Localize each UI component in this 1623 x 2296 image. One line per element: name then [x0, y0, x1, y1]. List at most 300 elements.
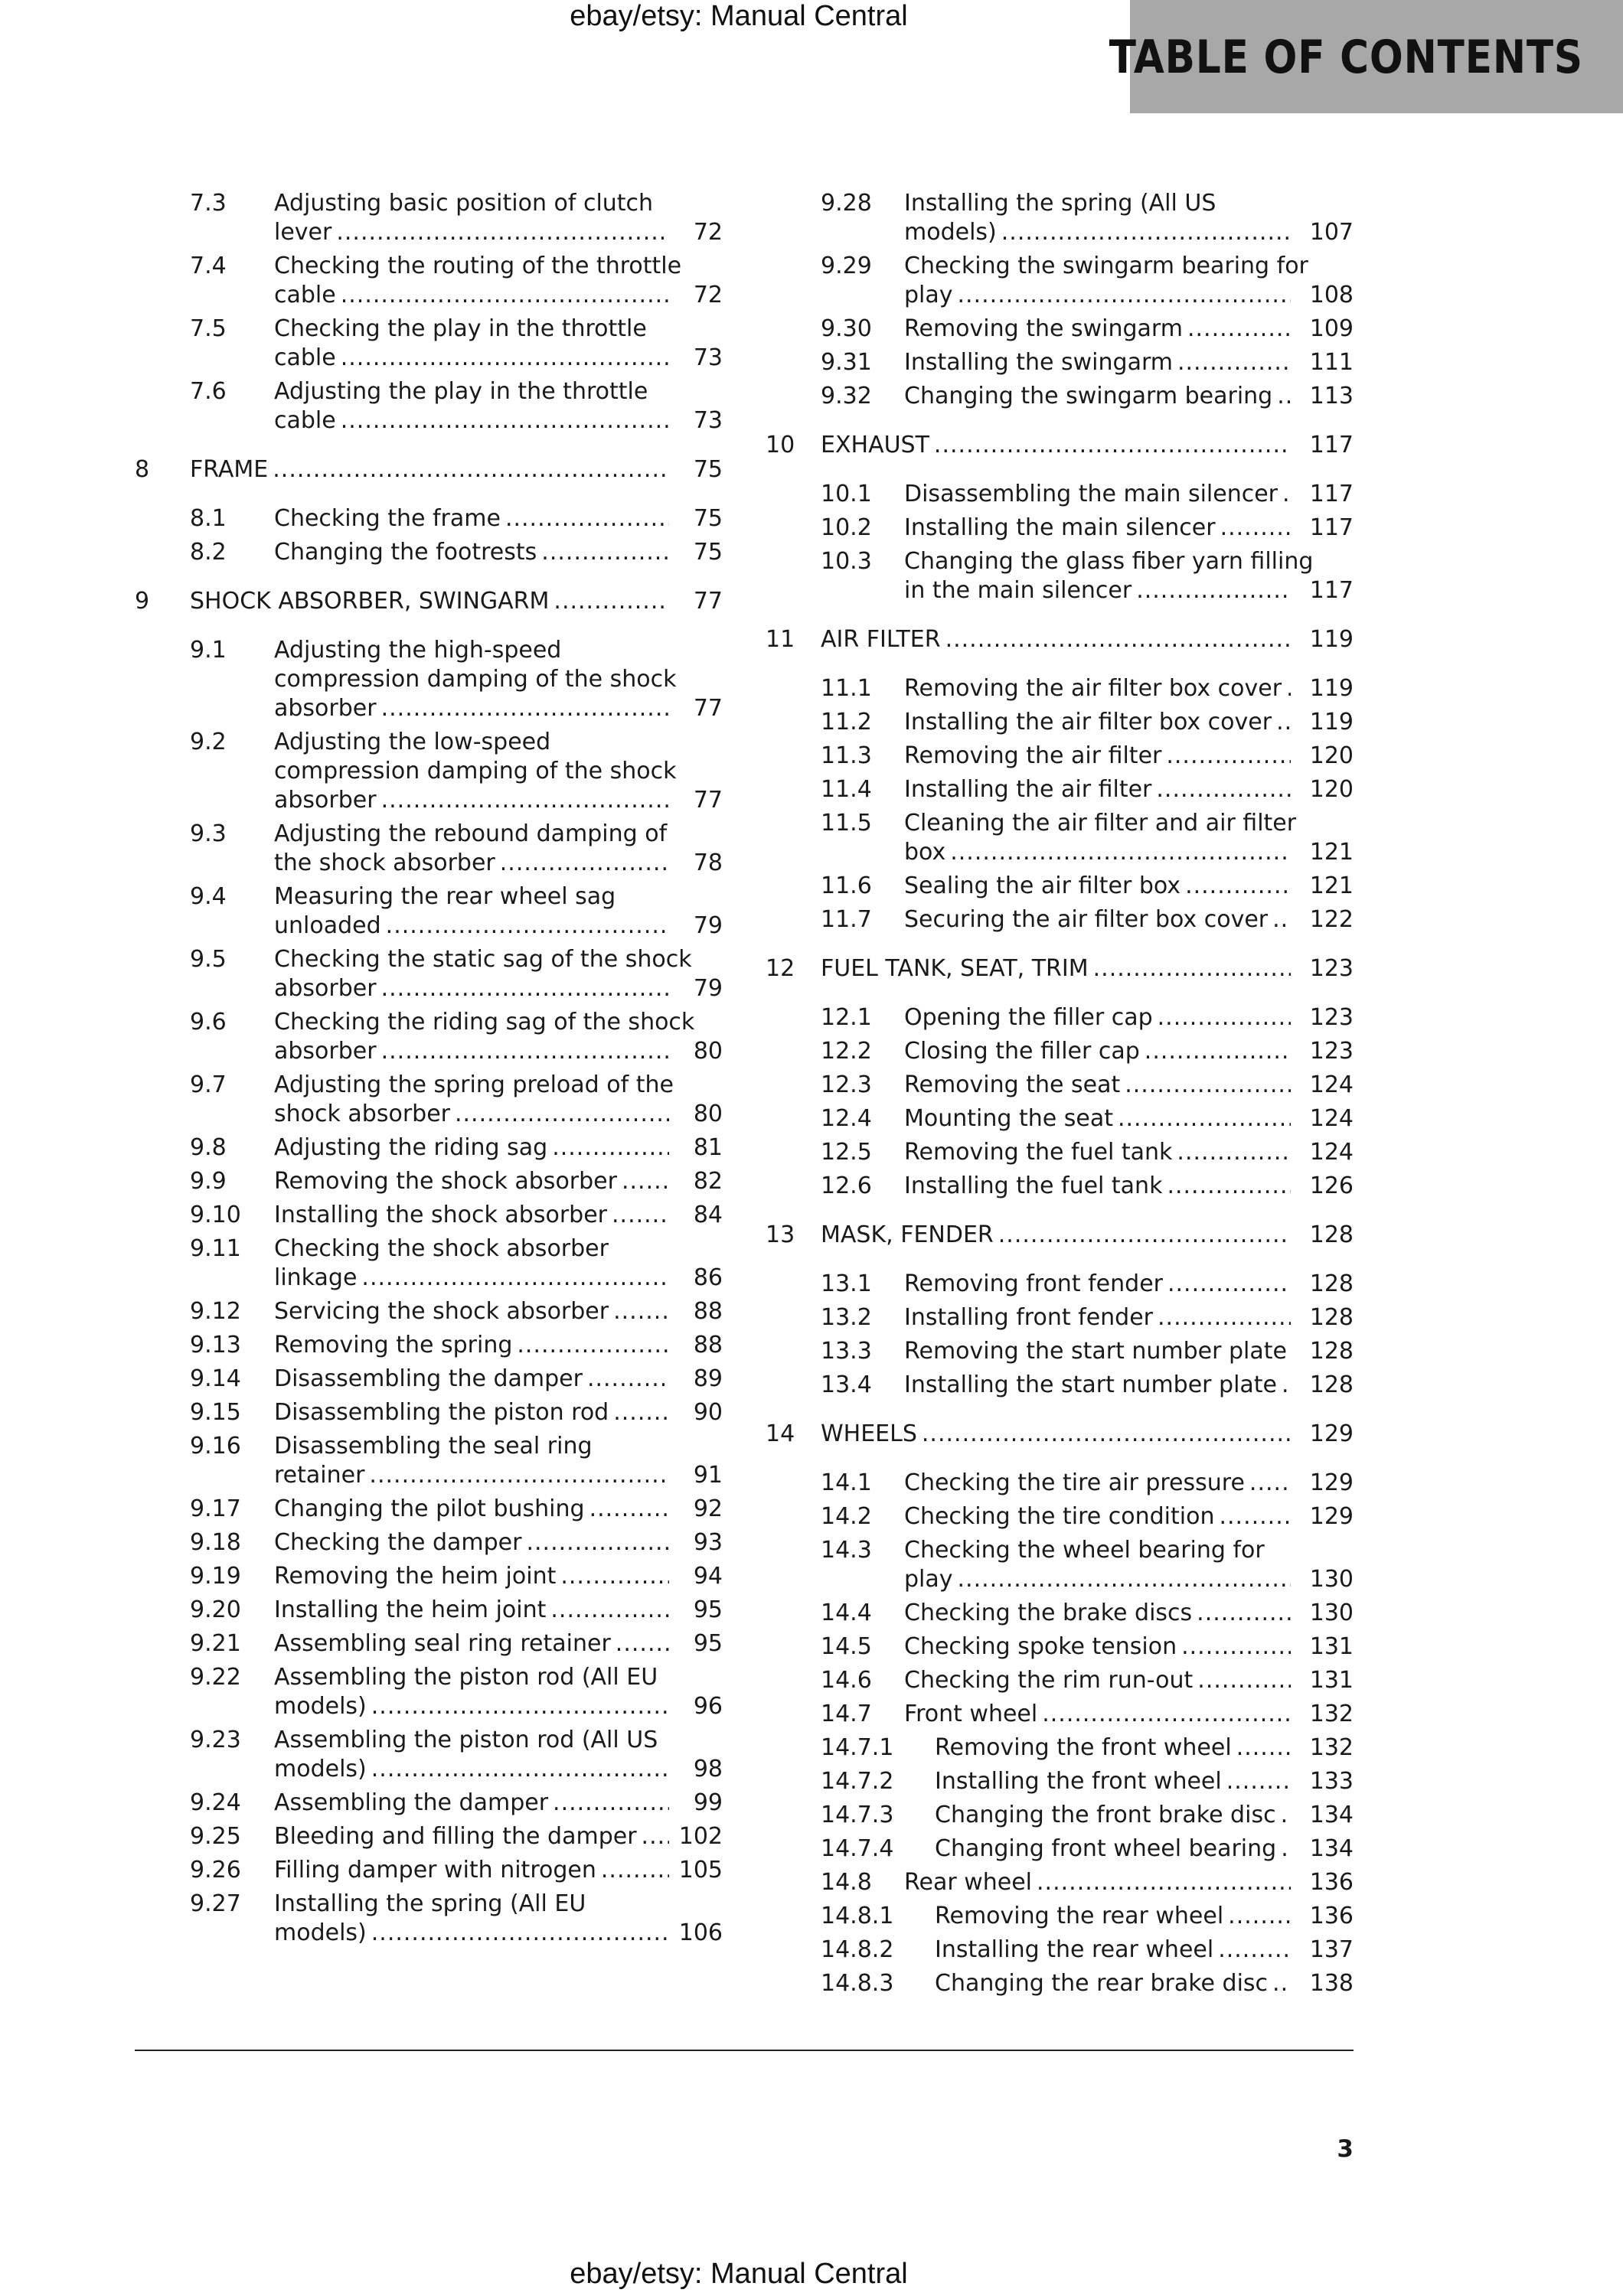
toc-entry-title	[821, 1420, 1295, 1449]
toc-entry-title	[904, 1700, 1295, 1729]
toc-entry-title-line: Rear wheel	[904, 1869, 1033, 1896]
toc-entry-title	[274, 1331, 674, 1360]
leader-dots	[381, 694, 669, 723]
toc-entry-number: 9.29	[821, 253, 872, 279]
toc-entry-title-line: Mounting the seat	[904, 1105, 1113, 1132]
toc-entry-page: 98	[693, 1756, 723, 1782]
toc-entry-page: 77	[693, 588, 723, 615]
toc-entry-number: 14	[766, 1420, 795, 1447]
toc-entry-page: 92	[693, 1495, 723, 1522]
toc-entry-number: 14.8.1	[821, 1903, 894, 1929]
toc-entry-number: 11.4	[821, 776, 872, 803]
leader-dots	[612, 1201, 669, 1230]
toc-entry-title	[274, 1528, 674, 1557]
toc-entry-page: 107	[1309, 219, 1354, 246]
leader-dots	[1167, 1270, 1291, 1299]
toc-entry-page: 77	[693, 787, 723, 814]
toc-entry-title-line: Adjusting the high-speed	[274, 637, 562, 664]
toc-entry-title	[274, 1201, 674, 1230]
leader-dots	[922, 1420, 1291, 1449]
toc-entry-title	[904, 1502, 1295, 1531]
toc-entry-title-line: Installing the main silencer	[904, 514, 1216, 541]
toc-entry-number: 9.24	[190, 1789, 241, 1816]
toc-entry-title-line: Installing the start number plate	[904, 1371, 1278, 1398]
toc-entry-page: 136	[1309, 1903, 1354, 1929]
leader-dots	[1249, 1469, 1291, 1498]
toc-entry-number: 11.6	[821, 872, 872, 899]
toc-entry-page: 128	[1309, 1270, 1354, 1297]
toc-entry-page: 99	[693, 1789, 723, 1816]
toc-entry-title-line: Checking the tire condition	[904, 1503, 1215, 1530]
toc-entry-title-line: Checking the wheel bearing for	[904, 1537, 1265, 1564]
toc-entry-number: 9.3	[190, 820, 227, 847]
leader-dots	[552, 1133, 669, 1163]
toc-entry-page: 75	[693, 505, 723, 532]
toc-entry-title	[904, 1138, 1295, 1167]
toc-entry-number: 9.16	[190, 1433, 241, 1459]
toc-entry-title	[190, 587, 674, 616]
toc-entry-title	[904, 1868, 1295, 1897]
toc-entry-page: 131	[1309, 1633, 1354, 1660]
toc-entry-number: 9.19	[190, 1563, 241, 1590]
toc-entry-number: 13	[766, 1221, 795, 1248]
toc-entry-title-line: Installing the fuel tank	[904, 1172, 1163, 1199]
toc-entry-number: 9.2	[190, 729, 227, 755]
toc-entry-page: 130	[1309, 1566, 1354, 1593]
toc-entry-title	[904, 1172, 1295, 1201]
toc-entry-title	[904, 382, 1295, 411]
toc-entry-number: 12.5	[821, 1139, 872, 1166]
toc-entry-title	[904, 1599, 1295, 1628]
toc-entry-title-line: Sealing the air filter box	[904, 872, 1181, 899]
toc-entry-page: 129	[1309, 1469, 1354, 1496]
toc-entry-title	[274, 728, 677, 815]
toc-entry-title	[904, 547, 1314, 605]
toc-entry-title-line: Checking the tire air pressure	[904, 1469, 1245, 1496]
toc-entry-title-line: Changing the swingarm bearing	[904, 383, 1273, 409]
toc-entry-title-line: Removing the spring	[274, 1332, 513, 1358]
leader-dots	[613, 1398, 669, 1427]
toc-entry-title-line: Installing front fender	[904, 1304, 1154, 1331]
toc-entry-title	[904, 905, 1295, 934]
toc-entry-number: 12.4	[821, 1105, 872, 1132]
toc-entry-number: 14.7.2	[821, 1768, 894, 1795]
leader-dots	[1197, 1666, 1291, 1695]
leader-dots	[273, 455, 669, 484]
toc-entry-title-line: Removing the air filter box cover	[904, 675, 1282, 702]
toc-entry-title-line: AIR FILTER	[821, 626, 941, 653]
toc-entry-title-line: Disassembling the damper	[274, 1365, 583, 1392]
toc-entry-title-line: Opening the filler cap	[904, 1004, 1153, 1031]
leader-dots	[1282, 480, 1291, 509]
toc-entry-title-line: models)	[274, 1919, 367, 1946]
toc-entry-title	[274, 1495, 674, 1524]
leader-dots	[341, 281, 669, 310]
toc-entry-title	[904, 1003, 1295, 1032]
toc-entry-number: 14.7	[821, 1701, 872, 1727]
toc-entry-title-line: models)	[274, 1693, 367, 1720]
toc-entry-title-line: retainer	[274, 1462, 365, 1489]
toc-entry-number: 9.11	[190, 1235, 241, 1262]
toc-entry-page: 88	[693, 1298, 723, 1325]
toc-entry-title-line: linkage	[274, 1264, 358, 1291]
toc-entry-number: 9.32	[821, 383, 872, 409]
toc-entry-page: 126	[1309, 1172, 1354, 1199]
toc-entry-number: 12	[766, 955, 795, 982]
toc-entry-page: 128	[1309, 1221, 1354, 1248]
toc-entry-title	[904, 480, 1295, 509]
toc-entry-title-line: absorber	[274, 787, 377, 814]
toc-entry-page: 79	[693, 975, 723, 1002]
toc-entry-number: 8	[135, 456, 150, 483]
toc-entry-number: 9.14	[190, 1365, 241, 1392]
leader-dots	[616, 1629, 669, 1658]
toc-entry-title	[904, 674, 1295, 703]
toc-entry-number: 9.1	[190, 637, 227, 664]
toc-entry-title-line: Installing the spring (All US	[904, 190, 1216, 217]
toc-entry-title-line: Installing the front wheel	[935, 1768, 1222, 1795]
leader-dots	[341, 406, 669, 435]
toc-entry-number: 14.6	[821, 1667, 872, 1694]
toc-entry-title	[904, 1632, 1295, 1662]
watermark-top: ebay/etsy: Manual Central	[570, 0, 908, 32]
toc-entry-number: 9.22	[190, 1664, 241, 1691]
leader-dots	[1177, 1138, 1291, 1167]
toc-entry-title-line: Adjusting the spring preload of the	[274, 1071, 674, 1098]
toc-entry-title	[904, 775, 1295, 804]
toc-entry-number: 9.25	[190, 1823, 241, 1850]
toc-entry-title	[904, 742, 1295, 771]
toc-entry-page: 81	[693, 1134, 723, 1161]
toc-entry-page: 128	[1309, 1304, 1354, 1331]
toc-entry-number: 12.3	[821, 1071, 872, 1098]
toc-entry-number: 13.2	[821, 1304, 872, 1331]
toc-entry-title-line: models)	[274, 1756, 367, 1782]
toc-entry-title	[904, 514, 1295, 543]
toc-entry-page: 132	[1309, 1701, 1354, 1727]
toc-entry-title-line: Assembling the piston rod (All EU	[274, 1664, 658, 1691]
toc-entry-page: 133	[1309, 1768, 1354, 1795]
toc-entry-page: 72	[693, 282, 723, 308]
toc-entry-title	[904, 315, 1295, 344]
leader-dots	[336, 218, 669, 247]
toc-entry-page: 75	[693, 539, 723, 566]
leader-dots	[958, 281, 1291, 310]
toc-entry-title	[274, 1167, 674, 1196]
toc-entry-number: 14.7.1	[821, 1734, 894, 1761]
toc-entry-page: 80	[693, 1038, 723, 1065]
toc-entry-title	[935, 1733, 1295, 1763]
toc-entry-title-line: Front wheel	[904, 1701, 1038, 1727]
toc-entry-title-line: Installing the air filter	[904, 776, 1152, 803]
leader-dots	[455, 1100, 669, 1129]
toc-entry-title-line: the shock absorber	[274, 850, 495, 876]
leader-dots	[587, 1365, 669, 1394]
toc-entry-title	[274, 1133, 674, 1163]
toc-entry-title-line: Checking spoke tension	[904, 1633, 1177, 1660]
toc-entry-title-line: models)	[904, 219, 997, 246]
leader-dots	[950, 838, 1291, 867]
toc-entry-page: 94	[693, 1563, 723, 1590]
toc-entry-title-line: in the main silencer	[904, 577, 1132, 604]
leader-dots	[1276, 708, 1291, 737]
leader-dots	[1218, 1936, 1291, 1965]
leader-dots	[1166, 742, 1291, 771]
leader-dots	[1167, 1172, 1291, 1201]
toc-entry-title-line: compression damping of the shock	[274, 666, 677, 693]
toc-entry-title	[935, 1767, 1295, 1796]
toc-entry-page: 136	[1309, 1869, 1354, 1896]
leader-dots	[998, 1221, 1291, 1250]
toc-entry-title-line: Installing the air filter box cover	[904, 709, 1272, 735]
toc-entry-title-line: Assembling the piston rod (All US	[274, 1727, 658, 1753]
toc-entry-number: 12.6	[821, 1172, 872, 1199]
toc-entry-page: 84	[693, 1202, 723, 1228]
toc-entry-title-line: Changing the front brake disc	[935, 1802, 1276, 1828]
toc-entry-title	[904, 1469, 1295, 1498]
toc-entry-title-line: absorber	[274, 1038, 377, 1065]
leader-dots	[958, 1565, 1291, 1594]
toc-entry-title-line: Removing the rear wheel	[935, 1903, 1224, 1929]
toc-entry-page: 80	[693, 1101, 723, 1127]
toc-entry-title-line: Disassembling the piston rod	[274, 1399, 609, 1426]
leader-dots	[1185, 872, 1291, 901]
toc-entry-title-line: Changing the rear brake disc	[935, 1970, 1269, 1997]
toc-entry-title-line: Removing the fuel tank	[904, 1139, 1173, 1166]
leader-dots	[553, 1789, 669, 1818]
toc-entry-title-line: Adjusting the rebound damping of	[274, 820, 668, 847]
leader-dots	[1158, 1003, 1291, 1032]
toc-entry-title	[274, 1398, 674, 1427]
toc-entry-page: 75	[693, 456, 723, 483]
footer-rule	[135, 2050, 1354, 2051]
toc-entry-title	[821, 431, 1295, 460]
leader-dots	[1281, 1801, 1291, 1830]
toc-entry-title	[904, 189, 1295, 247]
toc-entry-number: 9.28	[821, 190, 872, 217]
toc-entry-title-line: Securing the air filter box cover	[904, 906, 1269, 933]
toc-entry-title	[935, 1801, 1295, 1830]
leader-dots	[1277, 382, 1291, 411]
toc-entry-title	[904, 708, 1295, 737]
toc-entry-title	[274, 1822, 674, 1851]
toc-entry-title-line: Assembling the damper	[274, 1789, 549, 1816]
toc-entry-number: 14.8.3	[821, 1970, 894, 1997]
toc-entry-page: 129	[1309, 1503, 1354, 1530]
toc-entry-page: 130	[1309, 1600, 1354, 1626]
toc-entry-number: 14.8	[821, 1869, 872, 1896]
toc-entry-number: 9.21	[190, 1630, 241, 1657]
leader-dots	[1187, 315, 1291, 344]
toc-entry-number: 9.26	[190, 1857, 241, 1883]
leader-dots	[1125, 1071, 1291, 1100]
toc-entry-title	[274, 882, 674, 941]
toc-entry-number: 9.23	[190, 1727, 241, 1753]
leader-dots	[1156, 775, 1291, 804]
toc-entry-number: 7.3	[190, 190, 227, 217]
toc-entry-title-line: Removing the swingarm	[904, 315, 1183, 342]
toc-entry-title-line: Measuring the rear wheel sag	[274, 883, 616, 910]
toc-entry-number: 9.27	[190, 1890, 241, 1917]
toc-entry-title	[904, 348, 1295, 377]
toc-entry-title-line: Filling damper with nitrogen	[274, 1857, 596, 1883]
toc-entry-page: 124	[1309, 1139, 1354, 1166]
toc-entry-page: 91	[693, 1462, 723, 1489]
toc-entry-page: 73	[693, 344, 723, 371]
toc-entry-title	[274, 1562, 674, 1591]
leader-dots	[1226, 1767, 1291, 1796]
toc-entry-number: 11.3	[821, 742, 872, 769]
toc-entry-title-line: Adjusting the low-speed	[274, 729, 551, 755]
leader-dots	[1286, 674, 1291, 703]
toc-entry-page: 96	[693, 1693, 723, 1720]
leader-dots	[500, 849, 669, 878]
toc-entry-title-line: Disassembling the seal ring	[274, 1433, 593, 1459]
leader-dots	[541, 538, 669, 567]
toc-entry-page: 117	[1309, 514, 1354, 541]
toc-entry-number: 14.5	[821, 1633, 872, 1660]
toc-entry-title-line: absorber	[274, 975, 377, 1002]
leader-dots	[613, 1297, 669, 1326]
toc-entry-page: 123	[1309, 1004, 1354, 1031]
toc-entry-title	[190, 455, 674, 484]
toc-entry-title-line: Checking the brake discs	[904, 1600, 1193, 1626]
toc-entry-title	[274, 820, 674, 878]
toc-entry-title-line: Removing the seat	[904, 1071, 1121, 1098]
toc-entry-number: 9	[135, 588, 150, 615]
toc-entry-number: 14.3	[821, 1537, 872, 1564]
toc-entry-title	[274, 377, 674, 435]
toc-entry-number: 14.8.2	[821, 1936, 894, 1963]
toc-entry-title	[904, 1037, 1295, 1066]
leader-dots	[1272, 1969, 1291, 1998]
toc-entry-title	[935, 1835, 1295, 1864]
toc-entry-title-line: Checking the routing of the throttle	[274, 253, 682, 279]
leader-dots	[1272, 905, 1291, 934]
toc-entry-title	[274, 945, 692, 1003]
toc-entry-title	[274, 504, 674, 533]
toc-entry-page: 121	[1309, 872, 1354, 899]
toc-entry-title-line: Changing the pilot bushing	[274, 1495, 585, 1522]
leader-dots	[369, 1461, 669, 1490]
toc-entry-page: 77	[693, 695, 723, 722]
toc-entry-number: 13.3	[821, 1338, 872, 1365]
toc-entry-title-line: Disassembling the main silencer	[904, 481, 1278, 507]
toc-entry-number: 14.1	[821, 1469, 872, 1496]
leader-dots	[505, 504, 669, 533]
toc-entry-page: 117	[1309, 577, 1354, 604]
toc-entry-number: 10	[766, 432, 795, 458]
leader-dots	[1001, 218, 1291, 247]
toc-entry-title-line: Removing the heim joint	[274, 1563, 557, 1590]
toc-entry-page: 78	[693, 850, 723, 876]
toc-entry-number: 7.6	[190, 378, 227, 405]
toc-entry-number: 9.8	[190, 1134, 227, 1161]
toc-entry-title-line: Checking the rim run-out	[904, 1667, 1194, 1694]
toc-entry-page: 124	[1309, 1105, 1354, 1132]
toc-entry-title-line: Changing the footrests	[274, 539, 537, 566]
toc-entry-title	[904, 1104, 1295, 1133]
toc-entry-title-line: Installing the rear wheel	[935, 1936, 1214, 1963]
toc-entry-title	[904, 1371, 1295, 1400]
toc-entry-page: 111	[1309, 349, 1354, 376]
toc-entry-page: 82	[693, 1168, 723, 1195]
toc-entry-number: 14.4	[821, 1600, 872, 1626]
toc-entry-page: 119	[1309, 626, 1354, 653]
toc-entry-page: 128	[1309, 1338, 1354, 1365]
leader-dots	[642, 1822, 669, 1851]
leader-dots	[1158, 1303, 1291, 1332]
toc-entry-title	[935, 1969, 1295, 1998]
toc-entry-title	[274, 1789, 674, 1818]
toc-entry-page: 131	[1309, 1667, 1354, 1694]
toc-entry-number: 11.2	[821, 709, 872, 735]
toc-entry-title	[274, 189, 674, 247]
toc-entry-title	[935, 1902, 1295, 1931]
toc-entry-number: 14.2	[821, 1503, 872, 1530]
toc-entry-title-line: FUEL TANK, SEAT, TRIM	[821, 955, 1089, 982]
toc-entry-title-line: Checking the shock absorber	[274, 1235, 609, 1262]
toc-entry-number: 9.7	[190, 1071, 227, 1098]
toc-entry-title-line: Cleaning the air filter and air filter	[904, 810, 1297, 837]
leader-dots	[550, 1596, 669, 1625]
toc-entry-title	[904, 1071, 1295, 1100]
toc-entry-title-line: unloaded	[274, 912, 381, 939]
toc-entry-title	[274, 538, 674, 567]
toc-entry-page: 73	[693, 407, 723, 434]
toc-entry-page: 123	[1309, 955, 1354, 982]
toc-entry-title-line: box	[904, 839, 946, 866]
toc-entry-title-line: compression damping of the shock	[274, 758, 677, 784]
leader-dots	[1181, 1632, 1291, 1662]
toc-entry-page: 117	[1309, 432, 1354, 458]
toc-entry-page: 119	[1309, 709, 1354, 735]
toc-entry-title-line: Adjusting the play in the throttle	[274, 378, 648, 405]
leader-dots	[381, 1037, 669, 1066]
leader-dots	[1145, 1037, 1291, 1066]
leader-dots	[601, 1856, 669, 1885]
toc-entry-page: 102	[678, 1823, 723, 1850]
toc-entry-title	[904, 1536, 1295, 1594]
toc-entry-number: 9.4	[190, 883, 227, 910]
toc-entry-title	[274, 1432, 674, 1490]
toc-entry-title	[274, 1008, 695, 1066]
leader-dots	[371, 1919, 669, 1948]
toc-entry-title-line: Assembling seal ring retainer	[274, 1630, 611, 1657]
toc-entry-title-line: Servicing the shock absorber	[274, 1298, 609, 1325]
leader-dots	[1177, 348, 1291, 377]
toc-entry-title-line: Checking the damper	[274, 1529, 522, 1556]
toc-entry-title	[904, 1337, 1295, 1366]
leader-dots	[1228, 1902, 1291, 1931]
toc-entry-number: 12.2	[821, 1038, 872, 1065]
toc-entry-title	[904, 1666, 1295, 1695]
toc-entry-page: 138	[1309, 1970, 1354, 1997]
toc-entry-title-line: FRAME	[190, 456, 269, 483]
leader-dots	[1093, 954, 1291, 983]
toc-entry-title-line: MASK, FENDER	[821, 1221, 994, 1248]
toc-entry-page: 86	[693, 1264, 723, 1291]
toc-entry-title	[274, 1596, 674, 1625]
toc-entry-number: 11.5	[821, 810, 872, 837]
toc-entry-title	[821, 954, 1295, 983]
toc-entry-title	[274, 1071, 674, 1129]
leader-dots	[945, 625, 1291, 654]
toc-entry-title-line: Checking the static sag of the shock	[274, 946, 692, 973]
toc-entry-page: 132	[1309, 1734, 1354, 1761]
leader-dots	[386, 912, 669, 941]
leader-dots	[1236, 1733, 1291, 1763]
